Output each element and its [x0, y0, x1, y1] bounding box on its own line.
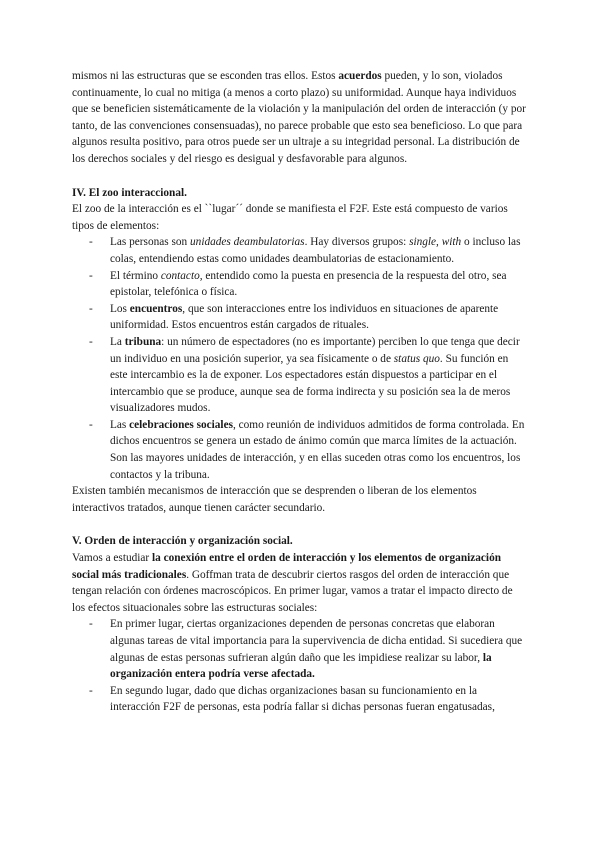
intro-paragraph: mismos ni las estructuras que se esconden tras ellos. Estos acuerdos pueden, y lo son, violados continuamente, lo cual no mitiga (a menos a corto plazo) su uniformidad. Aunque haya individuos que se beneficien sistemáticamente de la violación y la manipulación del orden de interacción (y por tanto, de las convenciones consensuadas), no parece probable que esto sea beneficioso. Lo que para algunos resulta positivo, para otros puede ser un ultraje a su integridad personal. La distribución de los derechos sociales y del riesgo es desigual y desfavorable para algunos. [72, 70, 526, 165]
list-item: - Los encuentros, que son interacciones entre los individuos en situaciones de aparente uniformidad. Estos encuentros están cargados de rituales. [72, 301, 528, 334]
keyword-acuerdos: acuerdos [338, 70, 382, 82]
list-item: - Las personas son unidades deambulatorias. Hay diversos grupos: single, with o incluso las colas, entendiendo estas como unidades deambulatorias de estacionamiento. [72, 234, 528, 267]
section-5-list [72, 616, 528, 716]
list-item: - En segundo lugar, dado que dichas organizaciones basan su funcionamiento en la interacción F2F de personas, esta podría fallar si dichas personas fueran engatusadas, [72, 683, 528, 716]
list-item: - El término contacto, entendido como la puesta en presencia de la respuesta del otro, sea epistolar, telefónica o física. [72, 268, 528, 301]
list-item: - La tribuna: un número de espectadores (no es importante) perciben lo que tenga que decir un individuo en una posición superior, ya sea físicamente o de status quo. Su función en este intercambio es la de exponer. Los espectadores están dispuestos a participar en el intercambio que se produce, aunque sea de forma indirecta y su posición sea la de meros visualizadores mudos. [72, 334, 528, 417]
section-4-intro: El zoo de la interacción es el ``lugar´´ donde se manifiesta el F2F. Este está compuesto de varios tipos de elementos: [72, 203, 508, 232]
section-5-paragraph: Vamos a estudiar la conexión entre el orden de interacción y los elementos de organización social más tradicionales. Goffman trata de descubrir ciertos rasgos del orden de interacción que tengan relación con órdenes macroscópicos. En primer lugar, vamos a tratar el impacto directo de los efectos situacionales sobre las estructuras sociales: [72, 552, 513, 614]
list-item: - Las celebraciones sociales, como reunión de individuos admitidos de forma controlada. En dichos encuentros se genera un estado de ánimo común que marca límites de la actuación. Son las mayores unidades de interacción, y en ellas suceden otras como los encuentros, los contactos y la tribuna. [72, 417, 528, 483]
section-4-list [72, 234, 528, 483]
list-item: - En primer lugar, ciertas organizaciones dependen de personas concretas que elaboran algunas tareas de vital importancia para la supervivencia de dicha entidad. Si sucediera que algunas de estas personas sufrieran algún daño que les impidiese realizar su labor, la organización entera podría verse afectada. [72, 616, 528, 682]
section-5-heading: V. Orden de interacción y organización social. [72, 535, 293, 548]
section-4-heading: IV. El zoo interaccional. [72, 186, 187, 199]
section-4-closing: Existen también mecanismos de interacción que se desprenden o liberan de los elementos interactivos tratados, aunque tienen carácter secundario. [72, 485, 477, 514]
